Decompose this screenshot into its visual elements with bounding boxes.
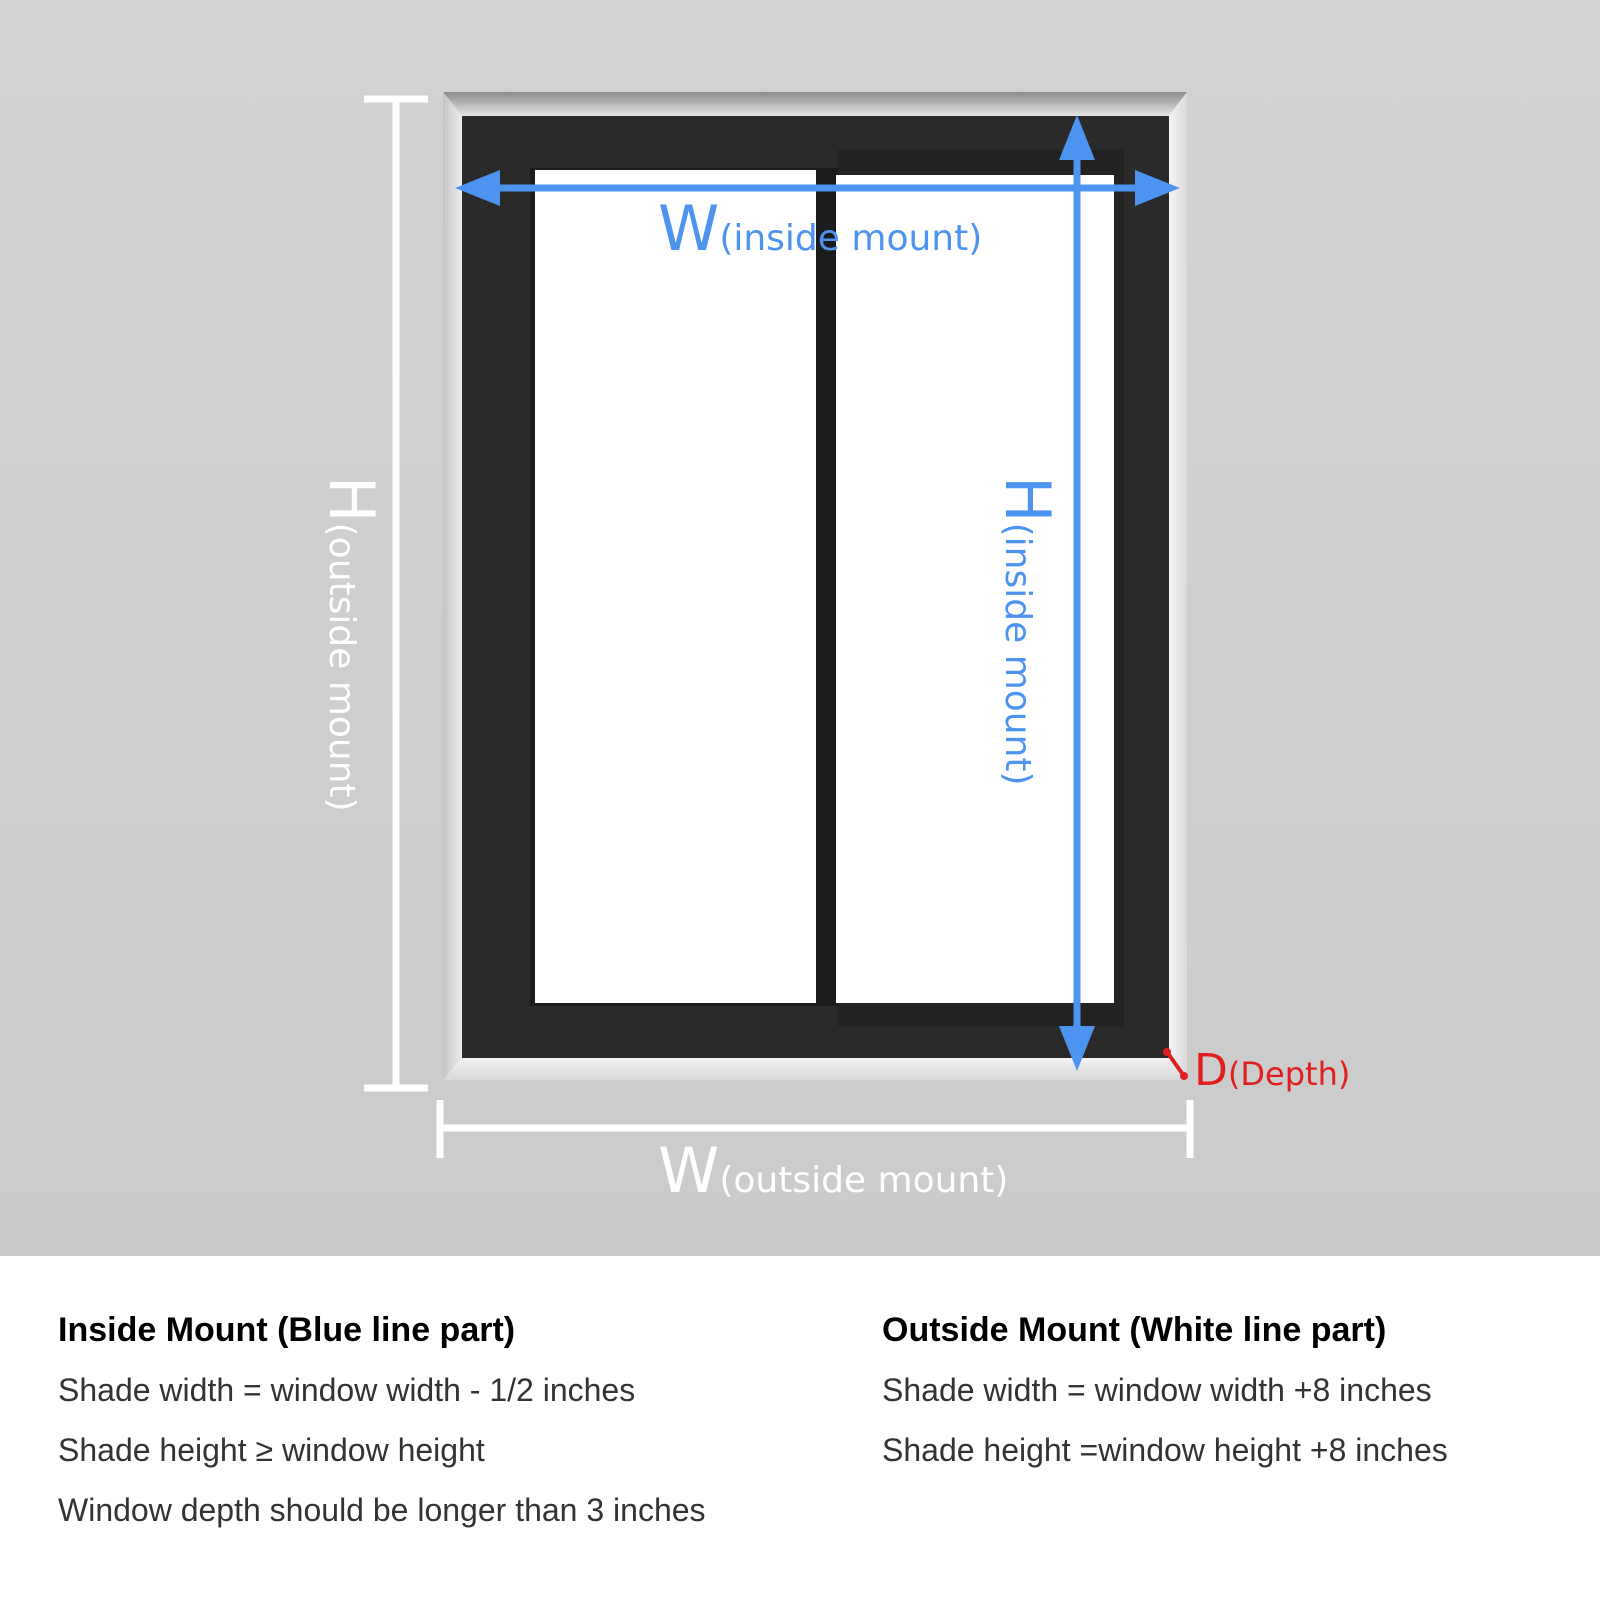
h-inside-mount-label: H(inside mount) xyxy=(991,476,1064,786)
measurement-notes xyxy=(0,1256,1600,1600)
outside-mount-heading: Outside Mount (White line part) xyxy=(882,1311,1387,1349)
width-outside-mount-line xyxy=(440,1100,1190,1158)
inside-mount-rule: Shade height ≥ window height xyxy=(58,1432,485,1468)
w-inside-mount-label: W(inside mount) xyxy=(658,192,983,265)
w-outside-mount-label: W(outside mount) xyxy=(658,1134,1009,1207)
inside-mount-heading: Inside Mount (Blue line part) xyxy=(58,1311,516,1349)
outside-mount-rule: Shade width = window width +8 inches xyxy=(882,1372,1432,1408)
right-glass-pane xyxy=(836,175,1114,1003)
inside-mount-rule: Shade width = window width - 1/2 inches xyxy=(58,1372,636,1408)
outside-mount-rule: Shade height =window height +8 inches xyxy=(882,1432,1448,1468)
inside-mount-rule: Window depth should be longer than 3 inches xyxy=(58,1492,706,1528)
inside-mount-notes xyxy=(58,1310,706,1550)
outside-mount-notes xyxy=(882,1310,1448,1490)
depth-label: D(Depth) xyxy=(1194,1045,1351,1096)
height-outside-mount-line xyxy=(364,99,428,1088)
left-glass-pane xyxy=(535,170,816,1003)
h-outside-mount-label: H(outside mount) xyxy=(315,476,388,812)
